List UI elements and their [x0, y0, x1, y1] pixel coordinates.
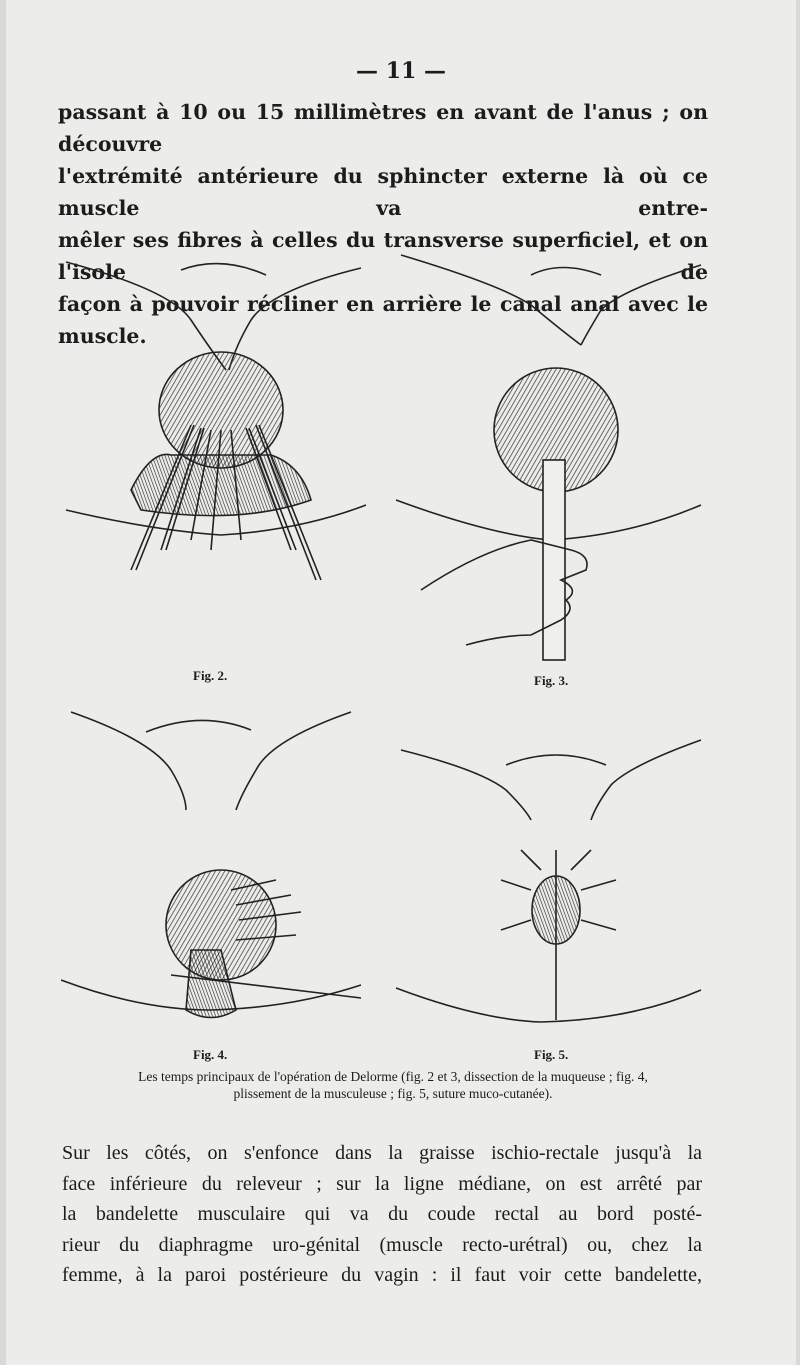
- text-line: l'extrémité antérieure du sphincter externe là où ce muscle va entre-: [58, 164, 708, 220]
- caption-line: Les temps principaux de l'opération de Delorme (fig. 2 et 3, dissection de la muqueuse ; fig. 4,: [138, 1069, 648, 1084]
- figure-caption: [58, 1068, 728, 1102]
- text-line: Sur les côtés, on s'enfonce dans la graisse ischio-rectale jusqu'à la: [62, 1142, 702, 1164]
- surgical-illustrations: [61, 250, 721, 1070]
- text-line: passant à 10 ou 15 millimètres en avant de l'anus ; on découvre: [58, 100, 708, 156]
- text-line: femme, à la paroi postérieure du vagin : il faut voir cette bandelette,: [62, 1264, 702, 1286]
- illustration-plate: [61, 250, 721, 1070]
- caption-line: plissement de la musculeuse ; fig. 5, suture muco-cutanée).: [233, 1086, 553, 1101]
- bottom-paragraph: [62, 1138, 702, 1291]
- figure-2-label: Fig. 2.: [193, 668, 228, 683]
- figure-4-drawing: [61, 712, 361, 1018]
- text-line: façon à pouvoir récliner en arrière le canal anal avec le muscle.: [58, 292, 708, 348]
- text-line: la bandelette musculaire qui va du coude rectal au bord posté-: [62, 1203, 702, 1225]
- figure-3-label: Fig. 3.: [534, 673, 569, 688]
- figure-4-label: Fig. 4.: [193, 1047, 228, 1062]
- figure-5-label: Fig. 5.: [534, 1047, 569, 1062]
- figure-2-drawing: [66, 262, 366, 580]
- text-line: face inférieure du releveur ; sur la ligne médiane, on est arrêté par: [62, 1172, 702, 1195]
- figure-3-drawing: [396, 255, 701, 660]
- figure-5-drawing: [396, 740, 701, 1022]
- text-line: mêler ses fibres à celles du transverse superficiel, et on l'isole de: [58, 228, 708, 284]
- book-page: [6, 0, 796, 1365]
- page-number: — 11 —: [356, 58, 446, 84]
- text-line: rieur du diaphragme uro-génital (muscle recto-urétral) ou, chez la: [62, 1233, 702, 1256]
